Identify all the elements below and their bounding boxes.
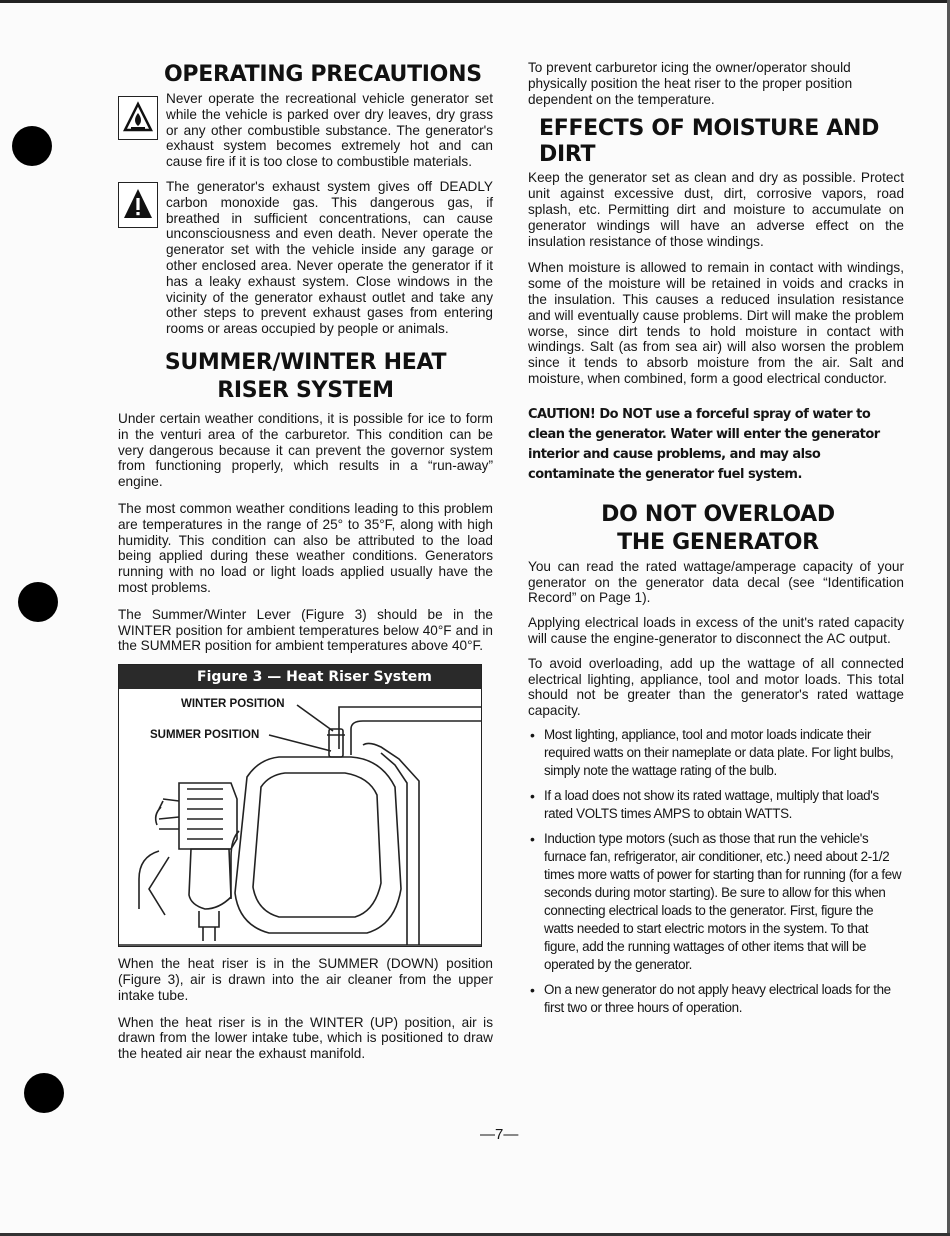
carburetor-icing-paragraph: To prevent carburetor icing the owner/operator should physically position the heat riser to the proper position dependent on the temperature. bbox=[528, 60, 853, 107]
fire-hazard-icon bbox=[118, 96, 158, 140]
danger-warning-icon bbox=[118, 182, 158, 228]
overload-paragraph-3: To avoid overloading, add up the wattage of all connected electrical lighting, appliance, tool and motor loads. This total should not be greater than the generator's rated wattage capacity. bbox=[528, 655, 904, 719]
fire-warning-text: Never operate the recreational vehicle generator set while the vehicle is parked over dry leaves, dry grass or any other combustible substance. The generator's exhaust system becomes extremely hot and can cause fire if it is too close to combustible materials. bbox=[166, 91, 493, 170]
list-item: • Most lighting, appliance, tool and motor loads indicate their required watts on their nameplate or data plate. For light bulbs, simply note the wattage rating of the bulb. bbox=[528, 726, 904, 780]
heat-riser-paragraph-1: Under certain weather conditions, it is possible for ice to form in the venturi area of the carburetor. This condition can be very dangerous because it can prevent the governor system from functioning properly, which results in a “run-away” engine. bbox=[118, 410, 493, 490]
moisture-and-dirt-heading: EFFECTS OF MOISTURE AND DIRT bbox=[539, 116, 880, 168]
overload-paragraph-2: Applying electrical loads in excess of the unit's rated capacity will cause the engine-generator to disconnect the AC output. bbox=[528, 615, 904, 646]
list-item: • Induction type motors (such as those that run the vehicle's furnace fan, refrigerator, air conditioner, etc.) need about 2-1/2 times more watts of power for starting than for running (for a few seconds during motor starting). Be sure to allow for this when connecting electrical loads to the generator. First, figure the watts needed to start electric motors in the system. To that figure, add the running wattages of other items that will be operated by the generator. bbox=[528, 830, 904, 974]
carbon-monoxide-warning bbox=[118, 179, 493, 337]
heat-riser-illustration bbox=[119, 689, 481, 946]
binder-hole-middle bbox=[18, 582, 58, 622]
binder-hole-top bbox=[12, 126, 52, 166]
heat-riser-heading: SUMMER/WINTER HEAT RISER SYSTEM bbox=[164, 349, 447, 403]
figure-3-heat-riser-system bbox=[118, 664, 482, 947]
figure-caption: Figure 3 — Heat Riser System bbox=[119, 665, 481, 689]
overload-paragraph-1: You can read the rated wattage/amperage capacity of your generator on the generator data decal (see “Identification Record” on Page 1). bbox=[528, 558, 904, 606]
list-item: • On a new generator do not apply heavy electrical loads for the first two or three hours of operation. bbox=[528, 981, 904, 1017]
binder-hole-bottom bbox=[24, 1073, 64, 1113]
caution-notice: CAUTION! Do NOT use a forceful spray of water to clean the generator. Water will enter the generator interior and cause problems, and may also contaminate the generator fuel system. bbox=[528, 406, 880, 482]
overload-heading: DO NOT OVERLOAD THE GENERATOR bbox=[601, 501, 835, 555]
moisture-paragraph-1: Keep the generator set as clean and dry as possible. Protect unit against excessive dust, dirt, corrosive vapors, road splash, etc. Permitting dirt and moisture to accumulate on generator windings will have an adverse effect on the insulation resistance of those windings. bbox=[528, 170, 904, 249]
heat-riser-summer-paragraph: When the heat riser is in the SUMMER (DOWN) position (Figure 3), air is drawn into the air cleaner from the upper intake tube. bbox=[118, 956, 493, 1003]
carbon-monoxide-warning-text: The generator's exhaust system gives off DEADLY carbon monoxide gas. This dangerous gas, if breathed in sufficient concentrations, can cause unconsciousness and even death. Never operate the generator set with the vehicle inside any garage or other enclosed area. Never operate the generator if it has a leaky exhaust system. Close windows in the vicinity of the generator exhaust outlet and take any other steps to prevent exhaust gases from entering rooms or areas occupied by people or animals. bbox=[166, 178, 493, 337]
left-column bbox=[118, 58, 493, 1062]
page-edge-top bbox=[0, 0, 950, 3]
fire-warning bbox=[118, 91, 493, 170]
summer-position-label: SUMMER POSITION bbox=[150, 729, 260, 742]
page-number: —7— bbox=[480, 1126, 519, 1143]
load-guidelines-list bbox=[528, 726, 904, 1017]
moisture-paragraph-2: When moisture is allowed to remain in contact with windings, some of the moisture will be retained in voids and cracks in the insulation. This causes a reduced insulation resistance and will eventually cause problems. Dirt will make the problem worse, since dirt tends to hold moisture in contact with windings. Salt (as from sea air) will also worsen the problem since it tends to absorb moisture from the air. Salt and moisture, when combined, form a good electrical conductor. bbox=[528, 260, 904, 386]
winter-position-label: WINTER POSITION bbox=[181, 698, 285, 711]
heat-riser-paragraph-3: The Summer/Winter Lever (Figure 3) should be in the WINTER position for ambient temperatures below 40°F and in the SUMMER position for ambient temperatures above 40°F. bbox=[118, 606, 493, 654]
list-item: • If a load does not show its rated wattage, multiply that load's rated VOLTS times AMPS to obtain WATTS. bbox=[528, 787, 904, 823]
heat-riser-winter-paragraph: When the heat riser is in the WINTER (UP) position, air is drawn from the lower intake tube, which is positioned to draw the heated air near the exhaust manifold. bbox=[118, 1014, 493, 1062]
right-column bbox=[528, 58, 904, 1017]
operating-precautions-heading: OPERATING PRECAUTIONS bbox=[164, 62, 482, 87]
heat-riser-paragraph-2: The most common weather conditions leading to this problem are temperatures in the range of 25° to 35°F, along with high humidity. This condition can also be attributed to the load being applied during these weather conditions. Generators running with no load or light loads applied usually have the most problems. bbox=[118, 500, 493, 595]
